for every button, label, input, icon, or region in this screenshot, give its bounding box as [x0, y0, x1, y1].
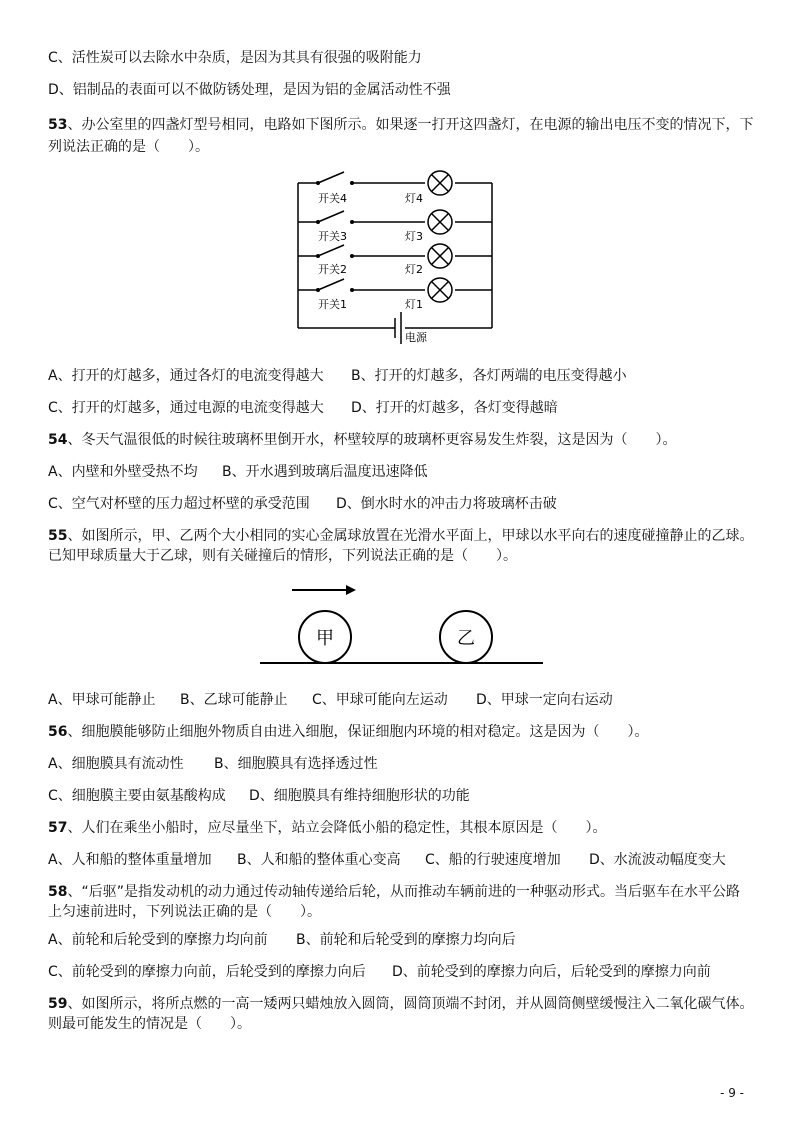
q57-option-d: D、水流波动幅度变大: [589, 852, 726, 868]
power-source-label: 电源: [405, 331, 427, 344]
question-59-cont: 则最可能发生的情况是（ ）。: [48, 1016, 251, 1032]
question-number: 54: [48, 432, 68, 448]
switch-3-label: 开关3: [318, 230, 347, 243]
lamp-1-label: 灯1: [405, 298, 423, 311]
q53-option-c: C、打开的灯越多，通过电源的电流变得越大: [48, 400, 324, 416]
ball-yi-label: 乙: [457, 628, 475, 649]
q58-option-d: D、前轮受到的摩擦力向后，后轮受到的摩擦力向前: [392, 964, 711, 980]
q54-option-b: B、开水遇到玻璃后温度迅速降低: [222, 464, 428, 480]
lamp-4-label: 灯4: [405, 192, 423, 205]
arrow-head-icon: [346, 585, 356, 595]
question-text: 、人们在乘坐小船时，应尽量坐下，站立会降低小船的稳定性，其根本原因是（ ）。: [67, 820, 607, 836]
q57-option-b: B、人和船的整体重心变高: [237, 852, 401, 868]
question-number: 57: [48, 820, 68, 836]
question-53-cont: 列说法正确的是（ ）。: [48, 139, 209, 155]
question-text: 、冬天气温很低的时候往玻璃杯里倒开水，杯壁较厚的玻璃杯更容易发生炸裂，这是因为（ ）。: [67, 432, 677, 448]
q55-option-b: B、乙球可能静止: [180, 692, 288, 708]
question-58-cont: 上匀速前进时，下列说法正确的是（ ）。: [48, 904, 321, 920]
lamp-2-label: 灯2: [405, 263, 423, 276]
q58-option-b: B、前轮和后轮受到的摩擦力均向后: [296, 932, 516, 948]
q54-option-a: A、内壁和外壁受热不均: [48, 464, 198, 480]
q56-option-a: A、细胞膜具有流动性: [48, 756, 184, 772]
ball-jia-label: 甲: [316, 628, 334, 649]
question-54: [48, 430, 676, 450]
collision-diagram: [255, 578, 550, 670]
question-number: 59: [48, 996, 68, 1012]
switch-2-label: 开关2: [318, 263, 347, 276]
question-53: [48, 115, 753, 135]
q56-option-d: D、细胞膜具有维持细胞形状的功能: [249, 788, 470, 804]
q55-option-c: C、甲球可能向左运动: [312, 692, 448, 708]
question-text: 、如图所示，将所点燃的一高一矮两只蜡烛放入圆筒，圆筒顶端不封闭，并从圆筒侧壁缓慢注入二氧化碳气体。: [67, 996, 754, 1012]
q53-option-d: D、打开的灯越多，各灯变得越暗: [351, 400, 558, 416]
circuit-diagram: [290, 160, 510, 350]
q55-option-d: D、甲球一定向右运动: [476, 692, 613, 708]
question-number: 55: [48, 528, 68, 544]
question-57: [48, 818, 606, 838]
question-text: 、细胞膜能够防止细胞外物质自由进入细胞，保证细胞内环境的相对稳定。这是因为（ ）。: [67, 724, 649, 740]
q58-option-c: C、前轮受到的摩擦力向前，后轮受到的摩擦力向后: [48, 964, 366, 980]
question-number: 56: [48, 724, 68, 740]
lamp-3-label: 灯3: [405, 230, 423, 243]
q53-option-a: A、打开的灯越多，通过各灯的电流变得越大: [48, 368, 324, 384]
q55-option-a: A、甲球可能静止: [48, 692, 156, 708]
option-d-prev: D、铝制品的表面可以不做防锈处理，是因为铝的金属活动性不强: [48, 82, 451, 98]
question-58: [48, 882, 740, 902]
page-number: - 9 -: [720, 1086, 744, 1100]
q54-option-c: C、空气对杯壁的压力超过杯壁的承受范围: [48, 496, 310, 512]
switch-4-label: 开关4: [318, 192, 347, 205]
question-text: 、“后驱”是指发动机的动力通过传动轴传递给后轮，从而推动车辆前进的一种驱动形式。当后驱车在水平公路: [67, 884, 740, 900]
q57-option-c: C、船的行驶速度增加: [425, 852, 561, 868]
question-text: 、办公室里的四盏灯型号相同，电路如下图所示。如果逐一打开这四盏灯，在电源的输出电压不变的情况下，下: [67, 117, 754, 133]
q53-option-b: B、打开的灯越多，各灯两端的电压变得越小: [351, 368, 627, 384]
question-text: 、如图所示，甲、乙两个大小相同的实心金属球放置在光滑水平面上，甲球以水平向右的速度碰撞静止的乙球。: [67, 528, 754, 544]
question-56: [48, 722, 648, 742]
question-55-cont: 已知甲球质量大于乙球，则有关碰撞后的情形，下列说法正确的是（ ）。: [48, 548, 517, 564]
option-c-prev: C、活性炭可以去除水中杂质，是因为其具有很强的吸附能力: [48, 50, 422, 66]
question-59: [48, 994, 753, 1014]
question-number: 53: [48, 117, 68, 133]
q56-option-c: C、细胞膜主要由氨基酸构成: [48, 788, 226, 804]
q54-option-d: D、倒水时水的冲击力将玻璃杯击破: [336, 496, 557, 512]
question-number: 58: [48, 884, 68, 900]
switch-1-label: 开关1: [318, 298, 347, 311]
q58-option-a: A、前轮和后轮受到的摩擦力均向前: [48, 932, 268, 948]
q56-option-b: B、细胞膜具有选择透过性: [214, 756, 378, 772]
q57-option-a: A、人和船的整体重量增加: [48, 852, 212, 868]
question-55: [48, 526, 753, 546]
